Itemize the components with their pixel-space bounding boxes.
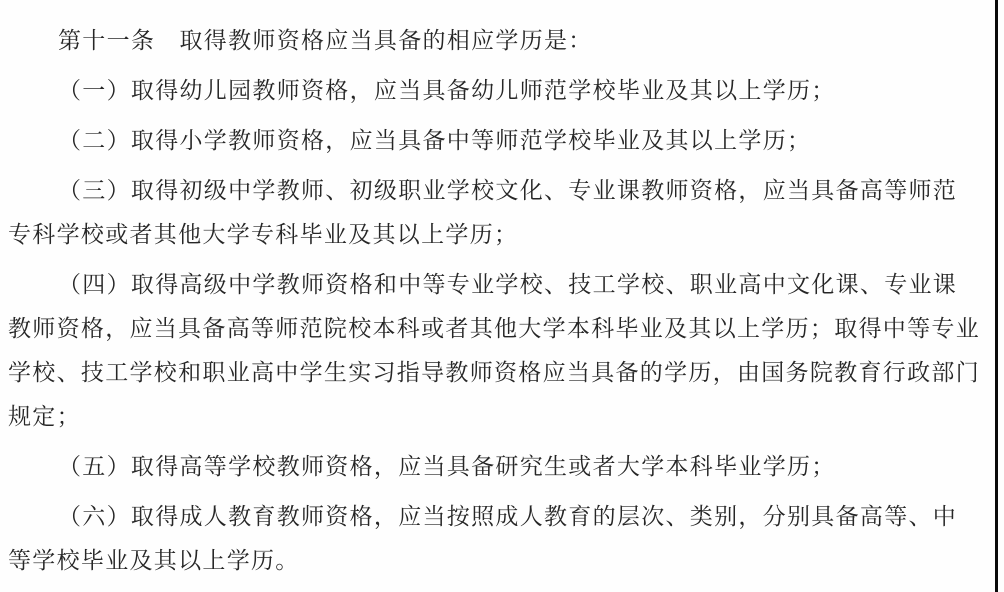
article-text-block <box>8 19 992 589</box>
text-line: 学校、技工学校和职业高中学生实习指导教师资格应当具备的学历，由国务院教育行政部门 <box>8 360 980 385</box>
text-line: 专科学校或者其他大学专科毕业及其以上学历； <box>8 222 519 247</box>
text-line: （四）取得高级中学教师资格和中等专业学校、技工学校、职业高中文化课、专业课 <box>58 272 958 297</box>
text-line: （二）取得小学教师资格，应当具备中等师范学校毕业及其以上学历； <box>58 128 812 153</box>
item-4 <box>8 263 992 439</box>
right-border-rule <box>995 0 998 592</box>
text-line: （五）取得高等学校教师资格，应当具备研究生或者大学本科毕业学历； <box>58 454 836 479</box>
text-line: （六）取得成人教育教师资格，应当按照成人教育的层次、类别，分别具备高等、中 <box>58 504 958 529</box>
item-3 <box>8 169 992 257</box>
item-6 <box>8 495 992 583</box>
item-5 <box>8 445 992 489</box>
text-line: 第十一条 取得教师资格应当具备的相应学历是： <box>58 28 593 53</box>
text-line: 规定； <box>8 404 81 429</box>
text-line: （三）取得初级中学教师、初级职业学校文化、专业课教师资格，应当具备高等师范 <box>58 178 958 203</box>
item-2 <box>8 119 992 163</box>
text-line: （一）取得幼儿园教师资格，应当具备幼儿师范学校毕业及其以上学历； <box>58 78 836 103</box>
item-1 <box>8 69 992 113</box>
article-heading <box>8 19 992 63</box>
text-line: 教师资格，应当具备高等师范院校本科或者其他大学本科毕业及其以上学历；取得中等专业 <box>8 316 980 341</box>
text-line: 等学校毕业及其以上学历。 <box>8 548 300 573</box>
